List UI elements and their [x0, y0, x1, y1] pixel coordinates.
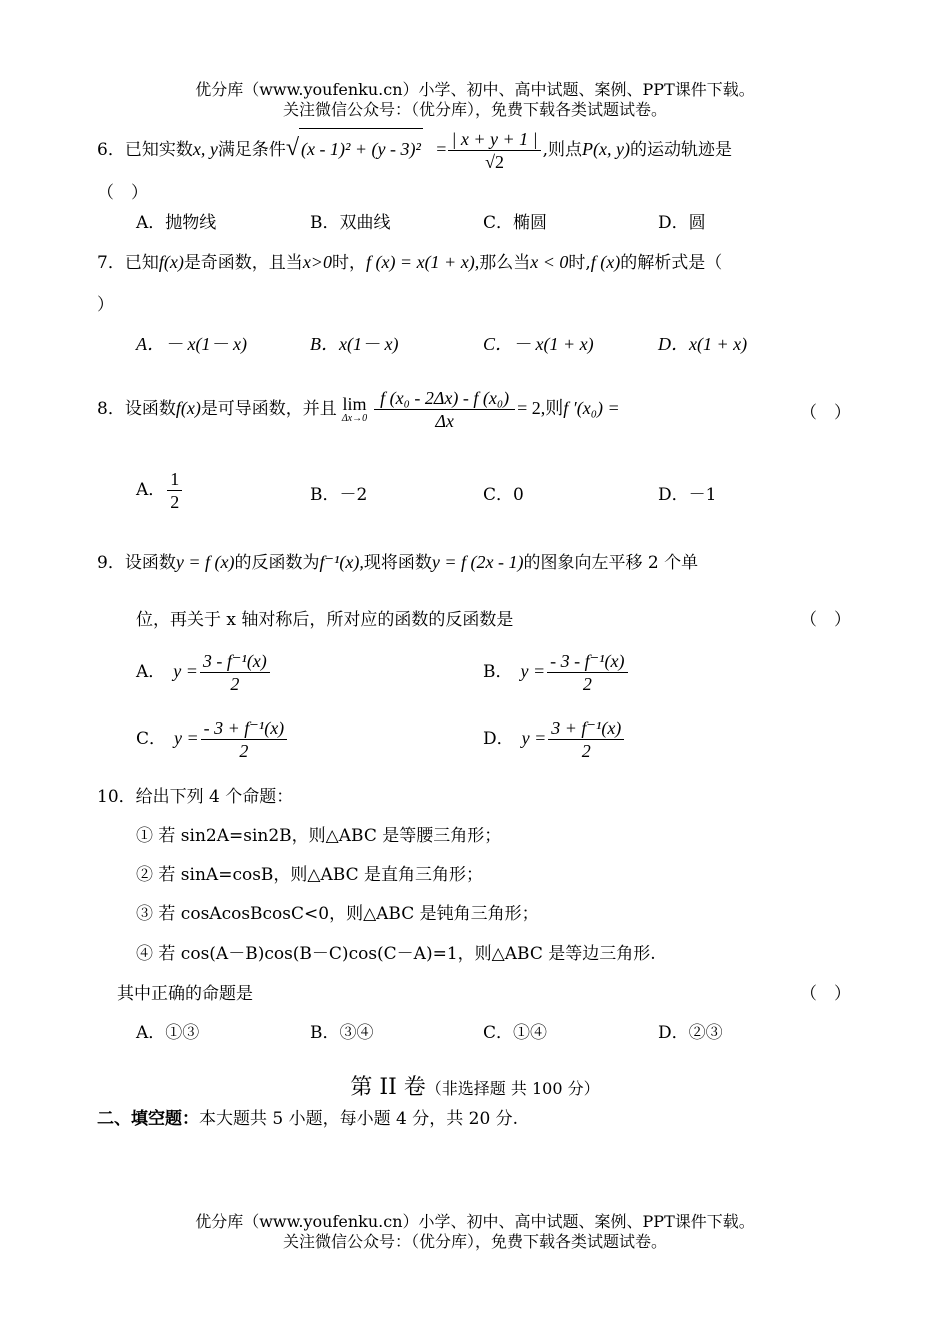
- q8-fx: f(x): [175, 398, 201, 418]
- q6-frac-den: √2: [485, 152, 504, 172]
- q9-option-d-y: y =: [521, 728, 547, 748]
- q6-option-a: A．抛物线: [136, 213, 217, 233]
- q9-option-c-y: y =: [174, 728, 199, 748]
- q9-option-c-den: 2: [239, 741, 249, 761]
- q8-option-b: B．－2: [310, 485, 368, 505]
- q9-option-b-num: - 3 - f⁻¹(x): [547, 650, 627, 673]
- footer-line-2: 关注微信公众号：（优分库），免费下载各类试题试卷。: [282, 1232, 667, 1251]
- q7-close-paren: ）: [97, 295, 114, 315]
- q10-item-2: ② 若 sinA=cosB，则△ABC 是直角三角形；: [136, 865, 483, 885]
- question-8: [97, 380, 620, 437]
- q6-text-mid: 满足条件: [217, 140, 286, 160]
- q9-expr1: y = f (x): [175, 552, 235, 572]
- q8-lim-label: lim: [342, 393, 367, 414]
- q6-option-b: B．双曲线: [310, 213, 391, 233]
- q7-text-d: 那么当: [479, 253, 531, 273]
- q9-option-a-label: A．: [136, 662, 166, 682]
- q9-option-d-frac: [548, 717, 624, 762]
- q10-option-c: C．①④: [483, 1023, 548, 1043]
- q8-option-a-den: 2: [170, 492, 180, 512]
- q6-vars: x, y: [192, 139, 218, 159]
- q8-lim-sub: Δx→0: [341, 412, 368, 424]
- q9-option-d-label: D．: [483, 729, 514, 749]
- q10-paren: （ ）: [800, 984, 851, 1004]
- q10-item-4: ④ 若 cos(A－B)cos(B－C)cos(C－A)=1，则△ABC 是等边三角形.: [136, 944, 656, 964]
- section-2-title: 第 II 卷: [350, 1075, 426, 1100]
- footer-line-1: 优分库（www.youfenku.cn）小学、初中、高中试题、案例、PPT课件下载。: [195, 1212, 755, 1231]
- q8-frac-den: Δx: [435, 411, 454, 431]
- header-line-1: 优分库（www.youfenku.cn）小学、初中、高中试题、案例、PPT课件下载。: [195, 80, 755, 99]
- q8-text-a: 设函数: [124, 399, 176, 419]
- q8-text-b: 是可导函数，并且: [200, 399, 337, 419]
- q9-option-b-den: 2: [582, 674, 592, 694]
- q7-text-c: 时，: [331, 253, 366, 273]
- q9-option-a-num: 3 - f⁻¹(x): [200, 650, 270, 673]
- q10-option-d: D．②③: [658, 1023, 723, 1043]
- q6-frac-num: | x + y + 1 |: [448, 128, 540, 151]
- q9-option-a-frac: [200, 650, 270, 695]
- q9-text-a: 设函数: [124, 553, 176, 573]
- q9-option-a: [136, 646, 272, 697]
- q9-inv: f⁻¹(x),: [319, 552, 364, 572]
- q7-expr1: f (x) = x(1 + x),: [365, 252, 480, 272]
- q8-option-a-num: 1: [167, 468, 182, 491]
- q9-text-b: 的反函数为: [234, 553, 320, 573]
- section-2-subtitle: （非选择题 共 100 分）: [425, 1079, 600, 1098]
- fill-in-heading-row: [97, 1104, 518, 1129]
- q6-option-c: C．椭圆: [483, 213, 548, 233]
- q7-number: 7．: [97, 253, 125, 273]
- q10-item-1: ① 若 sin2A=sin2B，则△ABC 是等腰三角形；: [136, 826, 502, 846]
- q7-fx2: f (x): [590, 252, 621, 272]
- q9-option-b-frac: [547, 650, 627, 695]
- q6-paren: （ ）: [97, 183, 148, 203]
- q9-option-d-num: 3 + f⁻¹(x): [548, 717, 624, 740]
- q9-option-a-y: y =: [173, 661, 198, 681]
- q6-post-b: 的运动轨迹是: [629, 140, 732, 160]
- q9-text-d: 的图象向左平移 2 个单: [523, 553, 699, 573]
- q10-intro: 10．给出下列 4 个命题：: [97, 787, 294, 807]
- q7-option-b: B．x(1－ x): [310, 334, 399, 354]
- q8-paren: （ ）: [800, 403, 851, 423]
- q8-frac-num: f (x₀ - 2Δx) - f (x₀): [374, 387, 515, 410]
- q9-option-c-num: - 3 + f⁻¹(x): [201, 717, 288, 740]
- q6-option-d: D．圆: [658, 213, 706, 233]
- q7-option-a: A．－ x(1－ x): [136, 334, 247, 354]
- q6-eq: =: [436, 139, 447, 159]
- q8-lim: [339, 395, 370, 425]
- section-2-title-row: [0, 1070, 950, 1101]
- q7-text-a: 已知: [124, 253, 159, 273]
- q9-option-c: [136, 713, 289, 764]
- q6-point: P(x, y): [582, 139, 630, 159]
- q9-option-c-label: C．: [136, 729, 167, 749]
- q9-option-d-den: 2: [581, 741, 591, 761]
- q10-item-3: ③ 若 cosAcosBcosC<0，则△ABC 是钝角三角形；: [136, 904, 539, 924]
- q9-option-b: [483, 646, 630, 697]
- q7-text-f: 的解析式是（: [620, 253, 723, 273]
- q7-option-d: D．x(1 + x): [658, 334, 748, 354]
- q6-number: 6．: [97, 140, 125, 160]
- q8-option-a: [136, 468, 184, 513]
- q7-text-e: 时,: [568, 253, 591, 273]
- q8-post: = 2,则: [517, 398, 564, 418]
- q7-option-c: C．－ x(1 + x): [483, 334, 594, 354]
- q9-line-2: 位，再关于 x 轴对称后，所对应的函数的反函数是: [136, 610, 514, 630]
- q10-option-a: A．①③: [136, 1023, 200, 1043]
- q10-option-b: B．③④: [310, 1023, 374, 1043]
- q6-fraction: [448, 128, 540, 173]
- q9-option-c-frac: [201, 717, 288, 762]
- q6-post-a: ,则点: [542, 140, 583, 160]
- q6-sqrt-expr: (x - 1)² + (y - 3)²: [299, 128, 423, 169]
- q9-text-c: 现将函数: [363, 553, 432, 573]
- q9-option-b-label: B．: [483, 662, 513, 682]
- question-6: [97, 128, 732, 173]
- q9-paren: （ ）: [800, 610, 851, 630]
- fill-in-heading: 二、填空题：: [97, 1109, 199, 1129]
- q8-deriv: f ′(x₀) =: [563, 398, 620, 418]
- header-line-2: 关注微信公众号：（优分库），免费下载各类试题试卷。: [282, 100, 667, 119]
- q9-option-d: [483, 713, 626, 764]
- q7-fx: f(x): [158, 252, 184, 272]
- fill-in-desc: 本大题共 5 小题，每小题 4 分，共 20 分.: [199, 1109, 519, 1129]
- q10-ask: 其中正确的命题是: [117, 984, 253, 1004]
- q8-number: 8．: [97, 399, 125, 419]
- q9-option-b-y: y =: [520, 661, 546, 681]
- q8-option-a-frac: [167, 468, 182, 513]
- question-9: [97, 548, 698, 573]
- q8-option-d: D．－1: [658, 485, 717, 505]
- q8-option-a-label: A．: [136, 480, 166, 500]
- q8-fraction: [374, 387, 515, 432]
- q6-text: 已知实数: [124, 140, 193, 160]
- q9-number: 9．: [97, 553, 125, 573]
- q9-option-a-den: 2: [230, 674, 240, 694]
- q9-expr2: y = f (2x - 1): [431, 552, 524, 572]
- q8-option-c: C．0: [483, 485, 524, 505]
- question-7: [97, 248, 722, 273]
- sqrt-symbol: √: [285, 135, 299, 161]
- q7-cond: x>0: [302, 252, 332, 272]
- q7-text-b: 是奇函数，且当: [183, 253, 303, 273]
- q7-cond2: x < 0: [530, 252, 569, 272]
